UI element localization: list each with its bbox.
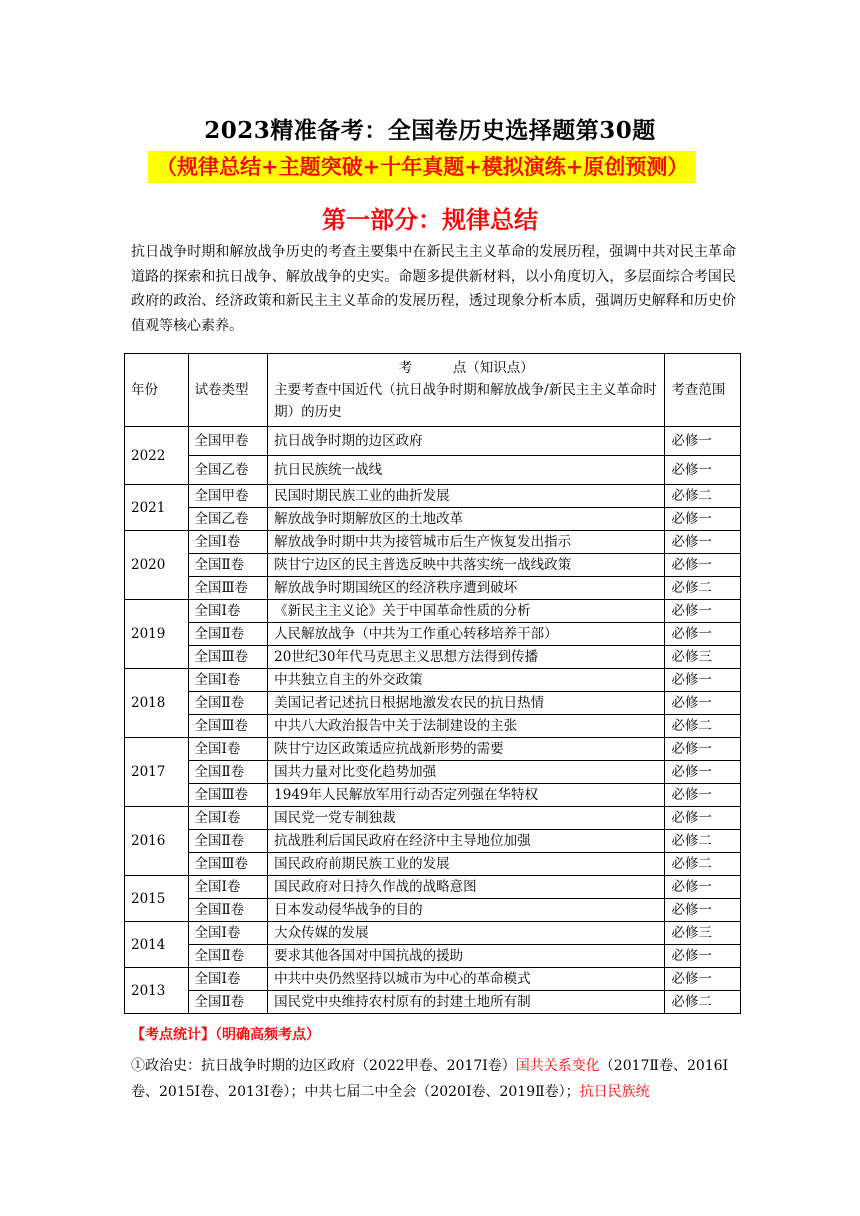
paper-type-cell: 全国Ⅰ卷 [188, 922, 268, 945]
topic-cell: 美国记者记述抗日根据地激发农民的抗日热情 [268, 692, 665, 715]
exam-table [124, 353, 741, 1014]
paper-type-cell: 全国Ⅰ卷 [188, 738, 268, 761]
paper-type-cell: 全国Ⅱ卷 [188, 761, 268, 784]
paper-type-cell: 全国乙卷 [188, 456, 268, 485]
year-cell: 2016 [125, 807, 189, 876]
table-row [125, 485, 741, 508]
topic-cell: 国共力量对比变化趋势加强 [268, 761, 665, 784]
year-cell: 2020 [125, 531, 189, 600]
range-cell: 必修一 [665, 456, 741, 485]
document-title: 2023精准备考：全国卷历史选择题第30题 [204, 117, 656, 144]
topic-cell: 解放战争时期国统区的经济秩序遭到破坏 [268, 577, 665, 600]
stats-text-1: ①政治史：抗日战争时期的边区政府（2022甲卷、2017Ⅰ卷） [131, 1058, 516, 1074]
table-row [125, 876, 741, 899]
table-row [125, 830, 741, 853]
range-cell: 必修一 [665, 761, 741, 784]
topic-cell: 1949年人民解放军用行动否定列强在华特权 [268, 784, 665, 807]
table-row [125, 715, 741, 738]
paper-type-cell: 全国Ⅲ卷 [188, 577, 268, 600]
paper-type-cell: 全国Ⅲ卷 [188, 853, 268, 876]
range-cell: 必修一 [665, 692, 741, 715]
topic-cell: 抗日民族统一战线 [268, 456, 665, 485]
range-cell: 必修一 [665, 600, 741, 623]
topic-cell: 中共独立自主的外交政策 [268, 669, 665, 692]
paper-type-cell: 全国Ⅰ卷 [188, 807, 268, 830]
range-cell: 必修一 [665, 876, 741, 899]
paper-type-cell: 全国乙卷 [188, 508, 268, 531]
table-row [125, 508, 741, 531]
header-year: 年份 [125, 354, 189, 427]
paper-type-cell: 全国Ⅱ卷 [188, 554, 268, 577]
range-cell: 必修一 [665, 807, 741, 830]
table-row [125, 761, 741, 784]
stats-highlight-2: 抗日民族统 [579, 1084, 650, 1100]
paper-type-cell: 全国Ⅱ卷 [188, 991, 268, 1014]
paper-type-cell: 全国Ⅰ卷 [188, 600, 268, 623]
paper-type-cell: 全国Ⅱ卷 [188, 945, 268, 968]
table-row [125, 945, 741, 968]
year-cell: 2014 [125, 922, 189, 968]
range-cell: 必修一 [665, 968, 741, 991]
paper-type-cell: 全国Ⅱ卷 [188, 899, 268, 922]
table-row [125, 554, 741, 577]
table-row [125, 784, 741, 807]
range-cell: 必修一 [665, 427, 741, 456]
part-title: 第一部分：规律总结 [322, 205, 538, 234]
topic-cell: 国民党一党专制独裁 [268, 807, 665, 830]
range-cell: 必修一 [665, 669, 741, 692]
year-cell: 2018 [125, 669, 189, 738]
topic-cell: 中共八大政治报告中关于法制建设的主张 [268, 715, 665, 738]
table-row [125, 669, 741, 692]
paper-type-cell: 全国Ⅰ卷 [188, 968, 268, 991]
paper-type-cell: 全国甲卷 [188, 427, 268, 456]
topic-cell: 国民政府前期民族工业的发展 [268, 853, 665, 876]
stats-text-2: （2017Ⅱ卷、2016Ⅰ卷、2015Ⅰ卷、2013Ⅰ卷）；中共七届二中全会（2020Ⅰ卷、2019Ⅱ卷）； [131, 1058, 729, 1100]
range-cell: 必修一 [665, 738, 741, 761]
table-row [125, 991, 741, 1014]
topic-cell: 陕甘宁边区的民主普选反映中共落实统一战线政策 [268, 554, 665, 577]
topic-cell: 《新民主主义论》关于中国革命性质的分析 [268, 600, 665, 623]
year-cell: 2015 [125, 876, 189, 922]
table-row [125, 531, 741, 554]
document-subtitle: （规律总结+主题突破+十年真题+模拟演练+原创预测） [148, 151, 696, 183]
range-cell: 必修二 [665, 715, 741, 738]
header-paper-type: 试卷类型 [188, 354, 268, 427]
range-cell: 必修二 [665, 991, 741, 1014]
topic-cell: 中共中央仍然坚持以城市为中心的革命模式 [268, 968, 665, 991]
table-row [125, 600, 741, 623]
table-row [125, 968, 741, 991]
table-row [125, 456, 741, 485]
table-row [125, 807, 741, 830]
paper-type-cell: 全国Ⅲ卷 [188, 646, 268, 669]
range-cell: 必修一 [665, 531, 741, 554]
range-cell: 必修一 [665, 554, 741, 577]
paper-type-cell: 全国Ⅱ卷 [188, 692, 268, 715]
range-cell: 必修一 [665, 508, 741, 531]
paper-type-cell: 全国Ⅲ卷 [188, 784, 268, 807]
range-cell: 必修二 [665, 853, 741, 876]
range-cell: 必修二 [665, 485, 741, 508]
range-cell: 必修二 [665, 577, 741, 600]
year-cell: 2022 [125, 427, 189, 485]
table-row [125, 577, 741, 600]
table-header-row [125, 354, 741, 427]
header-range: 考查范围 [665, 354, 741, 427]
table-row [125, 427, 741, 456]
topic-cell: 民国时期民族工业的曲折发展 [268, 485, 665, 508]
topic-cell: 国民党中央维持农村原有的封建土地所有制 [268, 991, 665, 1014]
topic-cell: 大众传媒的发展 [268, 922, 665, 945]
topic-cell: 20世纪30年代马克思主义思想方法得到传播 [268, 646, 665, 669]
paper-type-cell: 全国Ⅰ卷 [188, 531, 268, 554]
paper-type-cell: 全国Ⅲ卷 [188, 715, 268, 738]
range-cell: 必修一 [665, 623, 741, 646]
paper-type-cell: 全国甲卷 [188, 485, 268, 508]
table-row [125, 623, 741, 646]
table-row [125, 922, 741, 945]
header-topic-desc: 主要考查中国近代（抗日战争时期和解放战争/新民主主义革命时期）的历史 [274, 382, 657, 420]
table-row [125, 853, 741, 876]
table-row [125, 646, 741, 669]
paper-type-cell: 全国Ⅰ卷 [188, 669, 268, 692]
topic-cell: 日本发动侵华战争的目的 [268, 899, 665, 922]
range-cell: 必修二 [665, 830, 741, 853]
range-cell: 必修三 [665, 646, 741, 669]
header-topic [268, 354, 665, 427]
table-row [125, 738, 741, 761]
range-cell: 必修一 [665, 784, 741, 807]
range-cell: 必修一 [665, 899, 741, 922]
topic-cell: 抗日战争时期的边区政府 [268, 427, 665, 456]
year-cell: 2013 [125, 968, 189, 1014]
table-row [125, 692, 741, 715]
topic-cell: 要求其他各国对中国抗战的援助 [268, 945, 665, 968]
year-cell: 2017 [125, 738, 189, 807]
year-cell: 2019 [125, 600, 189, 669]
range-cell: 必修一 [665, 945, 741, 968]
topic-cell: 国民政府对日持久作战的战略意图 [268, 876, 665, 899]
table-row [125, 899, 741, 922]
topic-cell: 抗战胜利后国民政府在经济中主导地位加强 [268, 830, 665, 853]
topic-cell: 解放战争时期中共为接管城市后生产恢复发出指示 [268, 531, 665, 554]
intro-paragraph: 抗日战争时期和解放战争历史的考查主要集中在新民主主义革命的发展历程，强调中共对民主革命道路的探索和抗日战争、解放战争的史实。命题多提供新材料，以小角度切入，多层面综合考国民政府的政治、经济政策和新民主主义革命的发展历程，透过现象分析本质，强调历史解释和历史价值观等核心素养。 [131, 244, 736, 334]
stats-highlight-1: 国共关系变化 [515, 1058, 600, 1074]
topic-cell: 人民解放战争（中共为工作重心转移培养干部） [268, 623, 665, 646]
range-cell: 必修三 [665, 922, 741, 945]
topic-cell: 陕甘宁边区政策适应抗战新形势的需要 [268, 738, 665, 761]
paper-type-cell: 全国Ⅱ卷 [188, 830, 268, 853]
stats-heading: 【考点统计】（明确高频考点） [131, 1027, 320, 1043]
stats-paragraph [131, 1053, 736, 1105]
paper-type-cell: 全国Ⅰ卷 [188, 876, 268, 899]
year-cell: 2021 [125, 485, 189, 531]
topic-cell: 解放战争时期解放区的土地改革 [268, 508, 665, 531]
paper-type-cell: 全国Ⅱ卷 [188, 623, 268, 646]
header-topic-title: 考 点（知识点） [398, 360, 534, 376]
